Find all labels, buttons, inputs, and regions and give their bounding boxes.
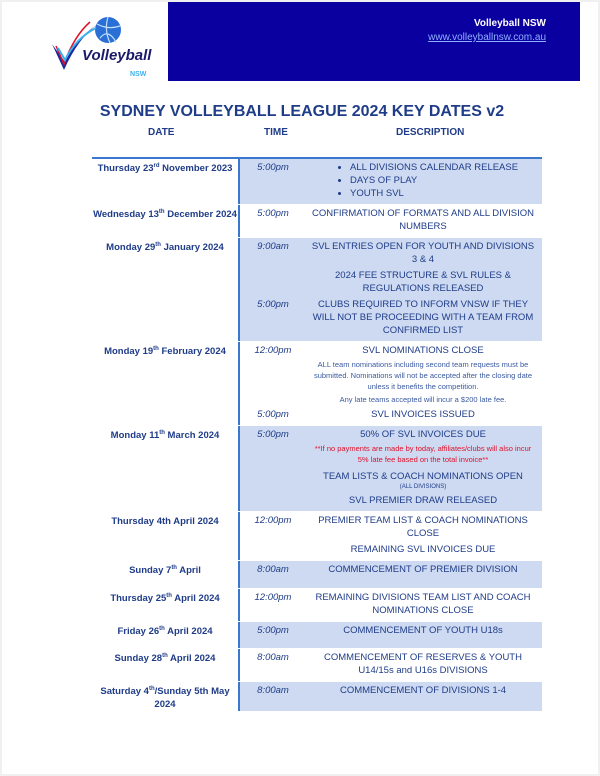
description-note: ALL team nominations including second team requests must be submitted. Nominations will not be accepted after the closing date unless it benefits the competition.	[313, 360, 533, 391]
date-text: April	[176, 565, 201, 576]
description-cell	[306, 408, 540, 421]
website-link[interactable]: www.volleyballnsw.com.au	[428, 32, 546, 43]
key-dates-table	[92, 157, 542, 712]
date-cell	[92, 205, 238, 237]
entries-cell	[238, 649, 542, 681]
time-cell	[240, 269, 306, 295]
page-title: SYDNEY VOLLEYBALL LEAGUE 2024 KEY DATES v2	[99, 103, 505, 120]
description-subtext: (ALL DIVISIONS)	[399, 484, 447, 490]
date-text: Monday 11	[110, 430, 160, 441]
table-row	[92, 238, 542, 342]
time-cell: 5:00pm	[257, 208, 289, 219]
time-cell: 5:00pm	[257, 429, 289, 440]
entry	[240, 240, 540, 266]
bullet-list	[342, 161, 536, 200]
description-text: TEAM LISTS & COACH NOMINATIONS OPEN	[323, 471, 523, 482]
date-text: Monday 19	[104, 346, 154, 357]
date-suffix: th	[171, 564, 177, 571]
description-cell	[306, 514, 540, 540]
entry	[240, 408, 540, 421]
description-text: REMAINING DIVISIONS TEAM LIST AND COACH NOMINATIONS CLOSE	[315, 592, 531, 616]
description-cell	[306, 494, 540, 507]
date-cell	[92, 342, 238, 425]
date-text: April 2024	[171, 593, 220, 604]
time-cell: 5:00pm	[257, 625, 289, 636]
date-text: December 2024	[164, 209, 237, 220]
time-cell: 12:00pm	[254, 345, 292, 356]
bullet-item: • YOUTH SVL	[350, 187, 536, 200]
entry	[240, 591, 540, 617]
description-cell	[306, 298, 540, 337]
table-row	[92, 622, 542, 649]
entries-cell	[238, 512, 542, 560]
table-row	[92, 649, 542, 682]
description-cell	[306, 269, 540, 295]
entry	[240, 298, 540, 337]
time-cell: 12:00pm	[254, 515, 292, 526]
entry	[240, 563, 540, 576]
description-cell	[306, 207, 540, 233]
description-cell	[306, 428, 540, 467]
time-cell: 5:00pm	[257, 162, 289, 173]
time-cell: 5:00pm	[257, 299, 289, 310]
entries-cell	[238, 426, 542, 511]
date-cell	[92, 649, 238, 681]
date-suffix: th	[155, 241, 161, 248]
date-suffix: th	[159, 429, 165, 436]
column-header-date: DATE	[148, 127, 175, 138]
date-text: November 2023	[159, 163, 233, 174]
date-text: Thursday 25	[110, 593, 167, 604]
description-cell	[306, 240, 540, 266]
entries-cell	[238, 589, 542, 621]
date-text: Wednesday 13	[93, 209, 159, 220]
time-cell	[240, 470, 306, 491]
description-text: SVL NOMINATIONS CLOSE	[362, 345, 484, 356]
description-text: REMAINING SVL INVOICES DUE	[350, 544, 496, 555]
entry	[240, 470, 540, 491]
entry	[240, 344, 540, 405]
date-suffix: th	[153, 345, 159, 352]
table-row	[92, 426, 542, 512]
date-suffix: th	[166, 592, 172, 599]
entries-cell	[238, 682, 542, 711]
date-suffix: th	[158, 208, 165, 215]
time-cell: 8:00am	[257, 685, 289, 696]
date-cell	[92, 561, 238, 588]
entry	[240, 207, 540, 233]
description-cell	[306, 591, 540, 617]
entry	[240, 514, 540, 540]
date-cell	[92, 589, 238, 621]
description-text: COMMENCEMENT OF DIVISIONS 1-4	[339, 685, 507, 696]
time-cell	[240, 494, 306, 507]
table-row	[92, 561, 542, 589]
date-text: Friday 26	[117, 626, 160, 637]
time-cell	[240, 543, 306, 556]
description-text: SVL INVOICES ISSUED	[371, 409, 475, 420]
description-text: COMMENCEMENT OF RESERVES & YOUTH U14/15s and U16s DIVISIONS	[324, 652, 522, 676]
logo-subtext: NSW	[130, 71, 147, 78]
description-cell	[306, 563, 540, 576]
date-text: Saturday 4	[100, 686, 149, 697]
date-cell	[92, 682, 238, 711]
bullet-item: • ALL DIVISIONS CALENDAR RELEASE	[350, 161, 536, 174]
date-text: Sunday 7	[129, 565, 172, 576]
description-cell	[306, 344, 540, 405]
entry	[240, 494, 540, 507]
date-text: January 2024	[160, 242, 224, 253]
description-text: PREMIER TEAM LIST & COACH NOMINATIONS CLOSE	[318, 515, 528, 539]
entries-cell	[238, 159, 542, 204]
date-text: April 2024	[164, 626, 213, 637]
logo-text: Volleyball	[82, 47, 152, 64]
description-cell	[306, 684, 540, 697]
entry	[240, 161, 540, 200]
org-name: Volleyball NSW	[473, 18, 546, 29]
description-text: CONFIRMATION OF FORMATS AND ALL DIVISION NUMBERS	[311, 208, 535, 232]
date-text: Thursday 23	[97, 163, 154, 174]
date-text: Sunday 28	[114, 653, 163, 664]
date-text: March 2024	[164, 430, 220, 441]
time-cell: 9:00am	[257, 241, 289, 252]
description-cell	[306, 651, 540, 677]
entry	[240, 269, 540, 295]
description-text: 50% OF SVL INVOICES DUE	[360, 429, 486, 440]
table-row	[92, 205, 542, 238]
date-cell	[92, 622, 238, 648]
date-cell	[92, 159, 238, 204]
description-text: 2024 FEE STRUCTURE & SVL RULES & REGULATIONS RELEASED	[335, 270, 511, 294]
entries-cell	[238, 205, 542, 237]
header-banner	[168, 2, 580, 81]
date-text: /Sunday 5th May 2024	[154, 686, 230, 710]
entries-cell	[238, 342, 542, 425]
description-cell	[306, 543, 540, 556]
description-text: COMMENCEMENT OF PREMIER DIVISION	[328, 564, 518, 575]
date-cell	[92, 426, 238, 511]
entry	[240, 684, 540, 697]
column-header-time: TIME	[264, 127, 288, 138]
date-text: February 2024	[158, 346, 226, 357]
column-header-description: DESCRIPTION	[396, 127, 465, 138]
description-text: COMMENCEMENT OF YOUTH U18s	[343, 625, 503, 636]
date-suffix: th	[159, 625, 165, 632]
date-text: Monday 29	[106, 242, 156, 253]
table-row	[92, 512, 542, 561]
description-text: SVL PREMIER DRAW RELEASED	[348, 495, 498, 506]
description-cell	[306, 624, 540, 637]
description-cell	[306, 470, 540, 491]
table-row	[92, 342, 542, 426]
volleyball-nsw-logo	[50, 14, 160, 80]
time-cell: 5:00pm	[257, 409, 289, 420]
date-text: April 2024	[167, 653, 216, 664]
time-cell: 8:00am	[257, 564, 289, 575]
entry	[240, 428, 540, 467]
description-cell	[306, 161, 540, 200]
entry	[240, 543, 540, 556]
date-cell	[92, 512, 238, 560]
date-suffix: th	[148, 685, 155, 692]
time-cell: 12:00pm	[254, 592, 292, 603]
table-row	[92, 589, 542, 622]
table-row	[92, 159, 542, 205]
time-cell: 8:00am	[257, 652, 289, 663]
bullet-item: • DAYS OF PLAY	[350, 174, 536, 187]
date-suffix: th	[162, 652, 168, 659]
date-text: Thursday 4th April 2024	[111, 516, 219, 527]
entries-cell	[238, 561, 542, 588]
date-suffix: rd	[153, 162, 160, 169]
description-text: SVL ENTRIES OPEN FOR YOUTH AND DIVISIONS 3 & 4	[311, 241, 535, 265]
entry	[240, 624, 540, 637]
entries-cell	[238, 622, 542, 648]
document-page	[2, 2, 598, 774]
date-cell	[92, 238, 238, 341]
description-text: CLUBS REQUIRED TO INFORM VNSW IF THEY WILL NOT BE PROCEEDING WITH A TEAM FROM CONFIRMED LIST	[312, 299, 534, 336]
description-note: Any late teams accepted will incur a $200 late fee.	[339, 395, 507, 404]
entry	[240, 651, 540, 677]
entries-cell	[238, 238, 542, 341]
late-fee-warning: **If no payments are made by today, affiliates/clubs will also incur 5% late fee based on the total invoice**	[314, 444, 532, 464]
table-row	[92, 682, 542, 712]
